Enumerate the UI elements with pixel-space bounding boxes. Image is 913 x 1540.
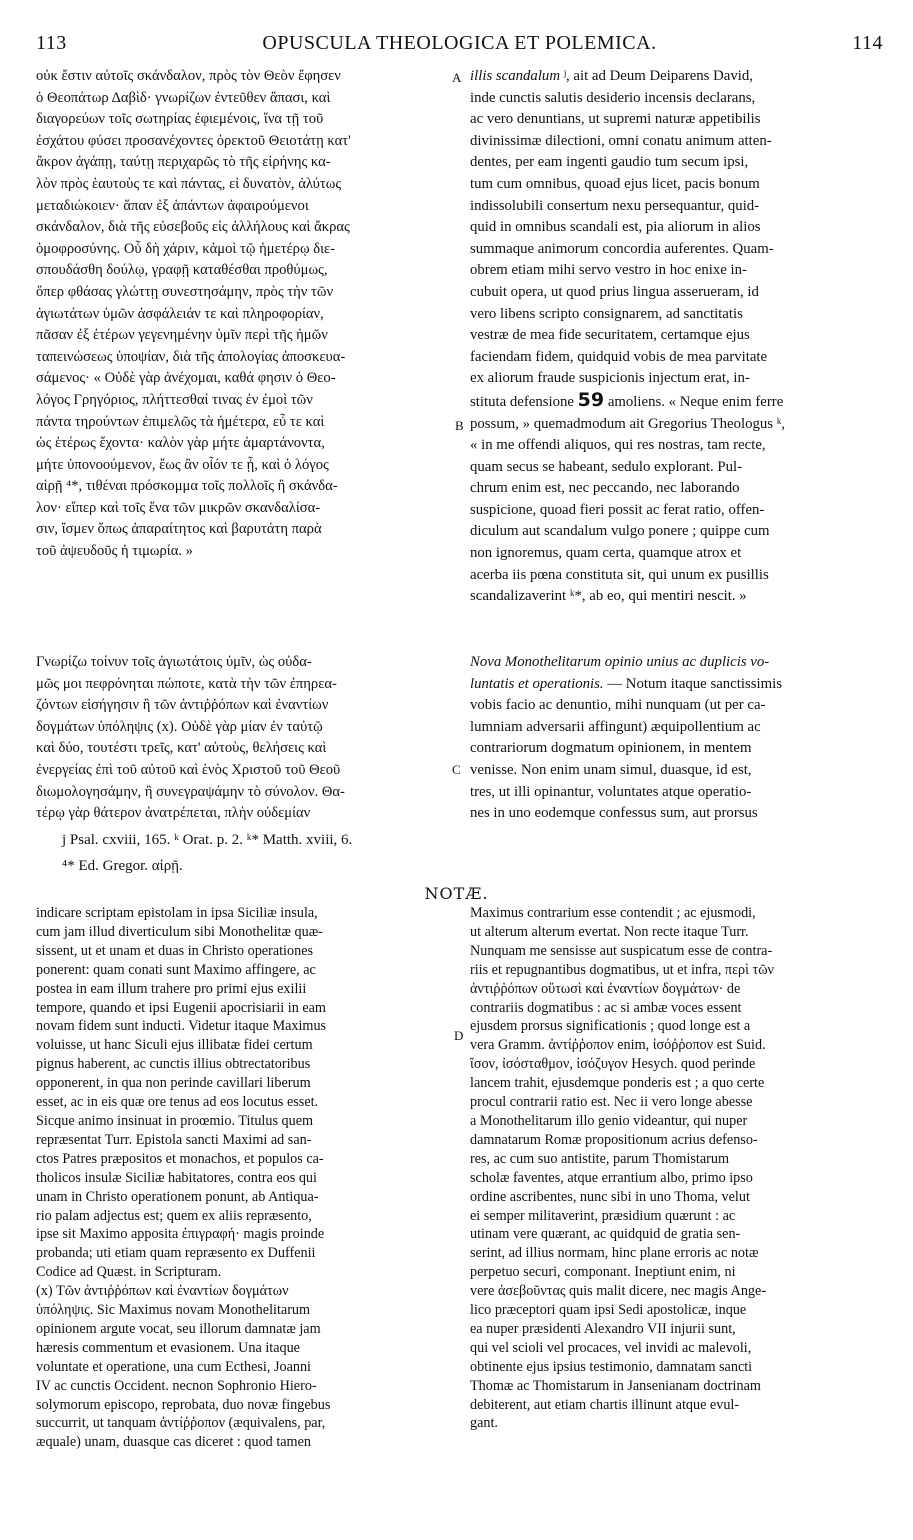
margin-mark-b: B (455, 418, 464, 433)
notae-line: obtinente ejus ipsius testimonio, damnatam sancti (470, 1358, 753, 1375)
notae-line: ἴσον, ἰσόσταθμον, ἰσόζυγον Hesych. quod perinde (470, 1056, 756, 1073)
notae-line: perpetuo securi, componant. Ineptiunt enim, ni (470, 1264, 736, 1281)
notae-line: indicare scriptam epistolam in ipsa Siciliæ insula, (36, 905, 318, 921)
greek-line: μῶς μοι πεφρόνηται πώποτε, κατὰ τὴν τῶν ἐπηρεα- (36, 675, 337, 692)
latin-line: tres, ut illi opinantur, voluntates atque operatio- (470, 783, 752, 800)
greek-line: σκάνδαλον, διὰ τῆς εὐσεβοῦς εἰς ἀλλήλους καὶ ἄκρας (36, 219, 350, 236)
latin-line: vestræ de mea fide securitatem, certamque ejus (470, 327, 750, 344)
notae-heading: NOTÆ. (424, 884, 489, 903)
latin-line: quid in omnibus scandali est, pia aliorum in alios (470, 219, 761, 236)
greek-line: ταπεινώσεως ὑποψίαν, διὰ τῆς ἀπολογίας ἀποσκευα- (36, 348, 346, 365)
latin-line: diculum aut scandalum vulgo ponere ; quippe cum (470, 523, 770, 540)
notae-line: novam fidem sunt inducti. Videtur itaque Maximus (36, 1018, 327, 1035)
greek-line: δογμάτων ὑπόληψις (x). Οὐδὲ γὰρ μίαν ἐν ταὐτῷ (36, 718, 323, 735)
greek-line: οὐκ ἔστιν αὐτοῖς σκάνδαλον, πρὸς τὸν Θεὸν ἔφησεν (36, 68, 341, 84)
greek-line: ὡς ἑτέρως ἔχοντα· καλὸν γὰρ μήτε ἁμαρτάνοντα, (36, 435, 325, 452)
page-number-right: 114 (852, 32, 883, 54)
notae-line: solymorum episcopo, reprobata, duo novæ fingebus (36, 1396, 331, 1413)
margin-mark-a: A (452, 70, 462, 85)
latin-line: vero libens scripto consignarem, ad sanctitatis (470, 305, 743, 322)
latin-line: illis scandalum ʲ, ait ad Deum Deiparens David, (470, 68, 753, 84)
latin-line: contrariorum dogmatum opinionem, in mentem (470, 740, 752, 757)
running-title: OPUSCULA THEOLOGICA ET POLEMICA. (262, 32, 657, 54)
page-number-left: 113 (36, 32, 67, 54)
notae-line: ponerent: quam conati sunt Maximo affingere, ac (36, 961, 316, 978)
notae-line: cum jam illud diverticulum sibi Monothelitæ quæ- (36, 923, 323, 940)
notae-line: vere ἀσεβοῦντας quis malit dicere, nec magis Ange- (470, 1283, 767, 1300)
notae-line: contrariis dogmatibus : ac si ambæ voces essent (470, 999, 742, 1016)
notae-line: tempore, quando et ipsi Eugenii apocrisiarii in eam (36, 999, 326, 1016)
greek-line: ζόντων εἰσήγησιν ἢ τῶν ἀντιῤῥόπων καὶ ἐναντίων (36, 697, 329, 714)
greek-line: σπουδάσθη δούλῳ, γραφῇ καταθέσθαι προθύμως, (36, 262, 328, 279)
latin-line: chrum enim est, nec peccando, nec laborando (470, 480, 740, 497)
greek-line: μήτε ὑπονοούμενον, ἕως ἂν οἷόν τε ᾖ, καὶ ὁ λόγος (36, 456, 329, 473)
greek-line: σάμενος· « Οὐδὲ γὰρ ἀνέχομαι, καθά φησιν ὁ Θεο- (36, 370, 336, 387)
notae-line: voluntate et operatione, una cum Ecthesi, Joanni (36, 1358, 311, 1375)
notae-line: a Monothelitarum illo genio videantur, qui nuper (470, 1112, 748, 1129)
greek-line: ἁγιωτάτων ὑμῶν ἀσφάλειάν τε καὶ πληροφορίαν, (36, 305, 324, 322)
notae-line: postea in eam illum trahere pro primi ejus exilii (36, 980, 307, 997)
notae-line: riis et repugnantibus dogmatibus, ut et infra, περὶ τῶν (470, 961, 774, 978)
notae-line: succurrit, ut tanquam ἀντίῤῥοπον (æquivalens, par, (36, 1415, 326, 1432)
latin-line: divinissimæ dilectioni, omni conatu animum atten- (470, 132, 772, 149)
greek-line: διαγορεύων τοῖς σωτηρίας ἐφιεμένοις, ἵνα τῇ τοῦ (36, 111, 324, 128)
greek-column-mid (36, 652, 456, 825)
notae-line: ea nuper præsidenti Alexandro VII injurii sunt, (470, 1320, 736, 1337)
latin-line: ac vero denuntians, ut supremi naturæ appetibilis (470, 111, 761, 128)
greek-line: ἄκρον ἀγάπῃ, ταύτῃ περιχαρῶς τὸ τῆς εἰρήνης κα- (36, 154, 331, 171)
notae-line: ἀντιῤῥόπων οὕτωσὶ καὶ ἐναντίων δογμάτων· de (470, 980, 741, 997)
latin-line: luntatis et operationis. — Notum itaque sanctissimis (470, 675, 782, 692)
notae-line: ut alterum alterum evertat. Non recte itaque Turr. (470, 923, 749, 940)
latin-line: stituta defensione 59 amoliens. « Neque enim ferre (470, 389, 784, 411)
notae-line: ei semper militaverint, præsidium quærunt : ac (470, 1207, 736, 1224)
notae-line: utinam vere quærant, ac quidquid de gratia sen- (470, 1226, 741, 1243)
footnote-2: ⁴* Ed. Gregor. αἱρῇ. (62, 858, 183, 874)
latin-line: Nova Monothelitarum opinio unius ac duplicis vo- (470, 654, 770, 670)
notae-line: esset, ac in eis quæ ore tenus ad eos locutus esset. (36, 1094, 319, 1111)
notae-line: procul contrarii ratio est. Nec ii vero longe abesse (470, 1094, 753, 1111)
notae-line: ctos Patres præpositos et monachos, et populos ca- (36, 1150, 324, 1167)
latin-line: « in me offendi aliquos, qui res nostras, tam recte, (470, 437, 766, 454)
notae-line: Thomæ ac Thomistarum in Jansenianam doctrinam (470, 1377, 761, 1394)
notae-line: sissent, ut et unam et duas in Christo operationes (36, 942, 314, 959)
notae-line: lancem trahit, ejusdemque ponderis est ; a quo certe (470, 1075, 765, 1092)
greek-line: ὁμοφροσύνης. Οὗ δὴ χάριν, κἀμοὶ τῷ ἡμετέρῳ διε- (36, 240, 336, 257)
notae-line: vera Gramm. ἀντίῤῥοπον enim, ἰσόῤῥοπον est Suid. (470, 1037, 766, 1054)
notae-line: lico præceptori quam ipsi Sedi apostolicæ, inque (470, 1302, 747, 1319)
greek-line: σιν, ἴσμεν ὅπως ἀπαραίτητος καὶ βαρυτάτη παρὰ (36, 521, 322, 538)
notae-line: hæresis commentum et evasionem. Una itaque (36, 1339, 300, 1356)
greek-line: τέρῳ γὰρ θάτερον ἀνατρέπεται, πλὴν οὐδεμίαν (36, 805, 311, 822)
notae-line: Sicque animo insinuat in proœmio. Titulus quem (36, 1112, 314, 1129)
latin-line: acerba iis pœna constituta sit, qui unum ex pusillis (470, 566, 769, 583)
greek-column-top (36, 66, 456, 563)
latin-line: summaque animorum concordia auferentes. Quam- (470, 240, 774, 257)
latin-line: scandalizaverint ᵏ*, ab eo, qui mentiri nescit. » (470, 588, 747, 605)
greek-line: λὸν πρὸς ἑαυτοὺς τε καὶ πάντας, εἰ δυνατὸν, ἀλύτως (36, 175, 342, 192)
latin-line: inde cunctis salutis desiderio incensis declarans, (470, 89, 756, 106)
notae-line: res, ac cum suo antistite, parum Thomistarum (470, 1150, 729, 1167)
notae-line: ὑπόληψις. Sic Maximus novam Monothelitarum (36, 1302, 311, 1319)
notae-line: rio palam adjectus est; quem ex aliis repræsento, (36, 1207, 312, 1224)
latin-line: non ignoremus, quam certa, quamque atrox et (470, 545, 742, 562)
greek-line: Γνωρίζω τοίνυν τοῖς ἁγιωτάτοις ὑμῖν, ὡς οὐδα- (36, 654, 312, 670)
greek-line: πᾶσαν ἐξ ἑτέρων γεγενημένην ὑμῖν περὶ τῆς ἡμῶν (36, 327, 328, 344)
notae-line: opponerent, in qua non perinde cavillari liberum (36, 1075, 311, 1092)
notae-line: serint, ad illius normam, hinc plane erroris ac notæ (470, 1245, 759, 1262)
latin-line: lumniam adversarii affingunt) æquipollentium ac (470, 718, 761, 735)
greek-line: λον· εἴπερ καὶ τοῖς ἕνα τῶν μικρῶν σκανδαλίσα- (36, 499, 321, 516)
notae-line: voluisse, ut hanc Siculi ejus illibatæ fidei certum (36, 1037, 313, 1054)
page-number-bold: 59 (577, 389, 605, 411)
latin-column-mid (470, 652, 878, 825)
footnote-1: j Psal. cxviii, 165. ᵏ Orat. p. 2. ᵏ* Matth. xviii, 6. (62, 832, 353, 848)
notae-line: ipse sit Maximo apposita ἐπιγραφή· magis proinde (36, 1226, 325, 1243)
latin-line: suspicione, quoad fieri possit ac ferat ratio, offen- (470, 501, 765, 518)
notae-line: probanda; uti etiam quam repræsento ex Duffenii (36, 1245, 316, 1262)
latin-line: ex aliorum fraude suspicionis injectum erat, in- (470, 370, 750, 387)
margin-mark-d: D (454, 1028, 464, 1043)
latin-line-tail: amoliens. « Neque enim ferre (607, 393, 784, 410)
greek-line: διωμολογησάμην, ἢ συνεγραψάμην τὸ σύνολον. Θα- (36, 783, 345, 800)
latin-line: venisse. Non enim unam simul, duasque, id est, (470, 761, 752, 778)
latin-line: cubuit opera, ut quod prius lingua asserueram, id (470, 283, 759, 300)
notae-line: (x) Τῶν ἀντιῤῥόπων καὶ ἐναντίων δογμάτων (36, 1283, 289, 1300)
latin-line: indissolubili consertum nexu persequantur, quid- (470, 197, 760, 214)
latin-line: faciendam fidem, quidquid vobis de mea parvitate (470, 348, 768, 365)
latin-column-top (470, 66, 878, 608)
latin-line: tum cum omnibus, quoad ejus licet, pacis bonum (470, 175, 760, 192)
notae-line: debiterent, aut etiam chartis illinunt atque evul- (470, 1396, 740, 1413)
latin-line: quam secus se habeant, sedulo explorant. Pul- (470, 458, 743, 475)
notae-line: repræsentat Turr. Epistola sancti Maximi ad san- (36, 1131, 312, 1148)
notae-line: IV ac cunctis Occident. necnon Sophronio Hiero- (36, 1377, 317, 1394)
notae-column-right (470, 904, 880, 1433)
greek-line: λόγος Γρηγόριος, πλήττεσθαί τινας ἐν ἐμοὶ τῶν (36, 391, 313, 408)
notae-line: tholicos insulæ Siciliæ habitatores, contra eos qui (36, 1169, 317, 1186)
running-header (36, 32, 883, 58)
greek-line: αἱρῇ ⁴*, τιθέναι πρόσκομμα τοῖς πολλοῖς ἢ σκάνδα- (36, 478, 338, 495)
notae-line: unam in Christo operationem ponunt, ab Antiqua- (36, 1188, 319, 1205)
greek-line: ἐνεργείας ἐπὶ τοῦ αὐτοῦ καὶ ἑνὸς Χριστοῦ τοῦ Θεοῦ (36, 761, 341, 778)
notae-line: qui vel scioli vel procaces, vel invidi ac malevoli, (470, 1339, 752, 1356)
notae-line: Codice ad Quæst. in Scripturam. (36, 1264, 222, 1281)
greek-line: τοῦ ἀψευδοῦς ἡ τιμωρία. » (36, 543, 193, 560)
notae-line: scholæ faventes, atque errantium albo, primo ipso (470, 1169, 753, 1186)
notae-line: æquale) unam, duasque cas diceret : quod tamen (36, 1434, 311, 1451)
latin-line: dentes, per eam ingenti gaudio tum secum ipsi, (470, 154, 749, 171)
greek-line: μεταδιώκοιεν· ἅπαν ἐξ ἁπάντων ἀφαιρούμενοι (36, 197, 309, 214)
latin-line: possum, » quemadmodum ait Gregorius Theologus ᵏ, (470, 415, 786, 432)
notae-line: damnatarum Romæ propositionum acrius defenso- (470, 1131, 758, 1148)
latin-line: obrem etiam mihi servo vestro in hoc enixe in- (470, 262, 747, 279)
notae-line: opinionem argute vocat, seu illorum damnatæ jam (36, 1320, 321, 1337)
greek-line: καὶ δύο, τουτέστι τρεῖς, κατ' αὐτοὺς, θελήσεις καὶ (36, 740, 327, 757)
greek-line: πάντα τηρούντων ἐπιμελῶς τὰ ἡμέτερα, εὖ τε καὶ (36, 413, 325, 430)
latin-line: vobis facio ac denuntio, mihi nunquam (ut per ca- (470, 697, 766, 714)
notae-line: Maximus contrarium esse contendit ; ac ejusmodi, (470, 905, 756, 921)
notae-line: ejusdem prorsus significationis ; quod longe est a (470, 1018, 751, 1035)
notae-line: Nunquam me sensisse aut suspicatum esse de contra- (470, 942, 773, 959)
notae-line: ordine ascribentes, nunc sibi in uno Thoma, velut (470, 1188, 750, 1205)
greek-line: ὁ Θεοπάτωρ Δαβὶδ· γνωρίζων ἐντεῦθεν ἅπασι, καὶ (36, 89, 331, 106)
margin-mark-c: C (452, 762, 461, 777)
notae-column-left (36, 904, 456, 1452)
greek-line: ἐσχάτου φύσει προσανέχοντες ὀρεκτοῦ Θειοτάτῃ κατ' (36, 132, 351, 149)
latin-line: nes in uno eodemque confessus sum, aut prorsus (470, 805, 758, 822)
greek-line: ὅπερ φθάσας γλώττῃ συνεστησάμην, πρὸς τὴν τῶν (36, 283, 334, 300)
notae-line: pignus haberent, ac cunctis illius obtrectatoribus (36, 1056, 311, 1073)
notae-line: gant. (470, 1415, 498, 1432)
